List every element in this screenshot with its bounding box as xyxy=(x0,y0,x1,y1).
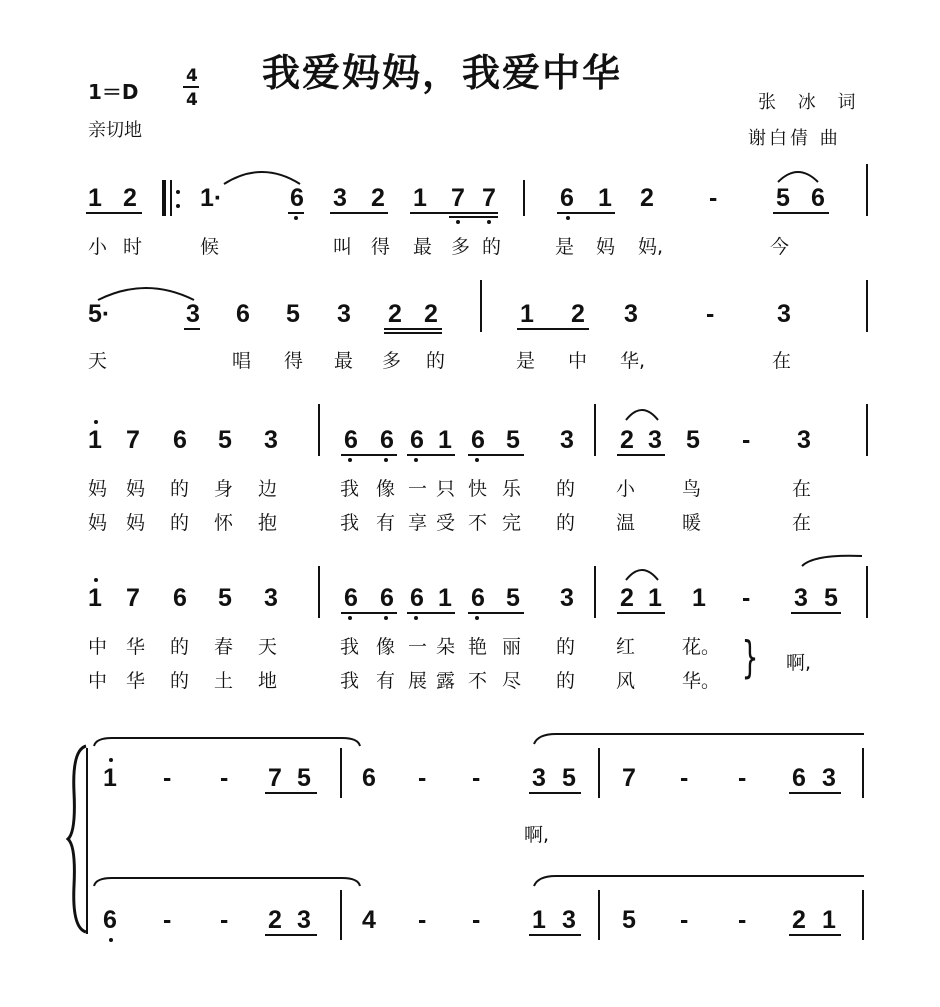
underline xyxy=(529,934,581,936)
lyric: 抱 xyxy=(258,512,278,534)
lyric: 妈 xyxy=(126,478,146,500)
slur xyxy=(800,554,864,568)
dash: - xyxy=(706,300,715,328)
lyric: 得 xyxy=(284,350,304,372)
lyric: 小 xyxy=(616,478,636,500)
lyric: 天 xyxy=(88,350,108,372)
lyric: 的 xyxy=(556,670,576,692)
note: 6 xyxy=(380,584,394,612)
underline xyxy=(517,328,589,330)
note: 6 xyxy=(344,426,358,454)
note: 7 xyxy=(126,426,140,454)
lyric: 风 xyxy=(616,670,636,692)
dash: - xyxy=(163,906,172,934)
note: 1 xyxy=(88,426,102,454)
slur xyxy=(532,874,866,888)
lyric: 花。 xyxy=(682,636,721,658)
lower-octave-dot xyxy=(348,458,352,462)
barline xyxy=(340,890,342,940)
lower-octave-dot xyxy=(487,220,491,224)
dash: - xyxy=(680,764,689,792)
underline xyxy=(410,212,498,214)
note: 5 xyxy=(776,184,790,212)
lyric: 暖 xyxy=(682,512,702,534)
repeat-barline-thin xyxy=(170,180,172,216)
note: 7 xyxy=(268,764,282,792)
barline xyxy=(866,404,868,456)
barline xyxy=(598,748,600,798)
note: 3 xyxy=(186,300,200,328)
dash: - xyxy=(680,906,689,934)
lyric: 多 xyxy=(451,236,471,258)
note: 3 xyxy=(264,426,278,454)
lyric: 乐 xyxy=(502,478,522,500)
underline xyxy=(265,934,317,936)
note: 1 xyxy=(822,906,836,934)
note: 2 xyxy=(571,300,585,328)
lyric: 朵 xyxy=(436,636,456,658)
lyric: 妈 xyxy=(88,478,108,500)
note: 5 xyxy=(622,906,636,934)
barline xyxy=(480,280,482,332)
barline xyxy=(862,748,864,798)
lyric: 怀 xyxy=(214,512,234,534)
barline xyxy=(866,164,868,216)
underline xyxy=(529,792,581,794)
lyric: 我 xyxy=(340,636,360,658)
lyric: 露 xyxy=(436,670,456,692)
repeat-barline-thick xyxy=(162,180,166,216)
note: 3 xyxy=(333,184,347,212)
underline xyxy=(288,212,304,214)
lyric: 的 xyxy=(170,512,190,534)
lyric: 有 xyxy=(376,512,396,534)
barline xyxy=(598,890,600,940)
upper-octave-dot xyxy=(94,578,98,582)
note: 5 xyxy=(297,764,311,792)
song-title: 我爱妈妈，我爱中华 xyxy=(262,51,623,95)
lyric: 的 xyxy=(556,512,576,534)
lyric: 最 xyxy=(413,236,433,258)
lyric: 在 xyxy=(792,478,812,500)
underline xyxy=(341,612,397,614)
note: 2 xyxy=(620,426,634,454)
underline xyxy=(265,792,317,794)
lyric: 我 xyxy=(340,478,360,500)
note: 6 xyxy=(236,300,250,328)
note: 1 xyxy=(648,584,662,612)
note: 6 xyxy=(362,764,376,792)
note: 1 xyxy=(88,584,102,612)
time-signature-top: 4 xyxy=(186,66,198,86)
lower-octave-dot xyxy=(414,616,418,620)
underline xyxy=(468,612,524,614)
composer-credit: 谢白倩 曲 xyxy=(748,128,841,149)
underline xyxy=(407,612,455,614)
slur xyxy=(222,166,302,186)
upper-octave-dot xyxy=(109,758,113,762)
lyric: 红 xyxy=(616,636,636,658)
lyric: 地 xyxy=(258,670,278,692)
lyric: 华。 xyxy=(682,670,721,692)
note: 7 xyxy=(451,184,465,212)
note: 1 xyxy=(438,426,452,454)
barline xyxy=(318,566,320,618)
lower-octave-dot xyxy=(414,458,418,462)
underline xyxy=(330,212,388,214)
barline xyxy=(340,748,342,798)
note: 6 xyxy=(811,184,825,212)
lyric: 在 xyxy=(772,350,792,372)
note: 2 xyxy=(620,584,634,612)
slur xyxy=(624,404,660,422)
lyric: 受 xyxy=(436,512,456,534)
lyric: 的 xyxy=(170,670,190,692)
note: 5 xyxy=(562,764,576,792)
underline xyxy=(617,454,665,456)
lyric: 叫 xyxy=(333,236,353,258)
lyric: 像 xyxy=(376,478,396,500)
note: 1 xyxy=(532,906,546,934)
underline xyxy=(449,216,498,218)
lyric-brace: } xyxy=(741,632,759,683)
time-signature-bottom: 4 xyxy=(186,90,198,110)
note: 1 xyxy=(438,584,452,612)
lyric: 华 xyxy=(126,636,146,658)
note: 3 xyxy=(562,906,576,934)
note: 3 xyxy=(337,300,351,328)
note: 5 xyxy=(286,300,300,328)
barline xyxy=(523,180,525,216)
lyric: 妈, xyxy=(638,236,664,258)
lyric: 完 xyxy=(502,512,522,534)
note: 3 xyxy=(532,764,546,792)
slur xyxy=(776,166,820,184)
lyric: 尽 xyxy=(502,670,522,692)
underline xyxy=(773,212,829,214)
underline xyxy=(789,934,841,936)
note: 3 xyxy=(560,426,574,454)
lyric: 边 xyxy=(258,478,278,500)
dash: - xyxy=(418,764,427,792)
repeat-dot xyxy=(176,190,180,194)
note: 1 xyxy=(692,584,706,612)
note: 3 xyxy=(822,764,836,792)
time-signature-line xyxy=(183,86,199,88)
underline xyxy=(341,454,397,456)
note: 3 xyxy=(777,300,791,328)
lyric: 妈 xyxy=(596,236,616,258)
lyric: 最 xyxy=(334,350,354,372)
lyric: 的 xyxy=(426,350,446,372)
lyric: 只 xyxy=(436,478,456,500)
dash: - xyxy=(738,764,747,792)
dash: - xyxy=(742,584,751,612)
note: 6 xyxy=(560,184,574,212)
slur xyxy=(92,876,362,888)
note: 3 xyxy=(624,300,638,328)
note: 6 xyxy=(290,184,304,212)
lower-octave-dot xyxy=(384,616,388,620)
note: 2 xyxy=(424,300,438,328)
note: 2 xyxy=(371,184,385,212)
note: 2 xyxy=(268,906,282,934)
lyric: 妈 xyxy=(126,512,146,534)
lyric: 中 xyxy=(88,636,108,658)
note: 1 xyxy=(598,184,612,212)
note: 3 xyxy=(297,906,311,934)
exclamation-lyric: 啊, xyxy=(524,824,550,846)
note: 6 xyxy=(173,426,187,454)
slur xyxy=(532,732,866,746)
underline xyxy=(384,328,442,330)
note: 6 xyxy=(410,426,424,454)
slur xyxy=(92,736,362,748)
lyric: 的 xyxy=(170,636,190,658)
lower-octave-dot xyxy=(475,616,479,620)
lyric: 一 xyxy=(408,636,428,658)
note: 2 xyxy=(123,184,137,212)
lower-octave-dot xyxy=(475,458,479,462)
slur xyxy=(96,282,196,302)
lyric: 鸟 xyxy=(682,478,702,500)
note: 5 xyxy=(218,584,232,612)
lyric: 我 xyxy=(340,670,360,692)
lyric: 不 xyxy=(468,670,488,692)
lyric: 身 xyxy=(214,478,234,500)
note: 6 xyxy=(471,584,485,612)
note: 7 xyxy=(482,184,496,212)
dash: - xyxy=(220,906,229,934)
underline xyxy=(557,212,615,214)
lyric: 候 xyxy=(200,236,220,258)
note: 6 xyxy=(410,584,424,612)
barline xyxy=(866,280,868,332)
lower-octave-dot xyxy=(384,458,388,462)
lyric: 妈 xyxy=(88,512,108,534)
key-signature: 1＝D xyxy=(88,80,139,104)
note: 1 xyxy=(413,184,427,212)
lyric: 的 xyxy=(482,236,502,258)
underline xyxy=(468,454,524,456)
lyric: 在 xyxy=(792,512,812,534)
underline xyxy=(791,612,841,614)
note: 3 xyxy=(560,584,574,612)
note: 3 xyxy=(264,584,278,612)
note: 7 xyxy=(126,584,140,612)
lyric: 温 xyxy=(616,512,636,534)
note: 3 xyxy=(648,426,662,454)
note: 1· xyxy=(200,184,223,212)
note: 3 xyxy=(797,426,811,454)
lyric: 不 xyxy=(468,512,488,534)
lower-octave-dot xyxy=(294,216,298,220)
lyric: 一 xyxy=(408,478,428,500)
note: 4 xyxy=(362,906,376,934)
lyric: 的 xyxy=(556,478,576,500)
note: 1 xyxy=(88,184,102,212)
lyric: 多 xyxy=(382,350,402,372)
lyric: 我 xyxy=(340,512,360,534)
note: 5 xyxy=(506,426,520,454)
lyric: 的 xyxy=(170,478,190,500)
dash: - xyxy=(738,906,747,934)
note: 5 xyxy=(218,426,232,454)
lyric: 小 xyxy=(88,236,108,258)
lower-octave-dot xyxy=(566,216,570,220)
lower-octave-dot xyxy=(348,616,352,620)
barline xyxy=(594,404,596,456)
underline xyxy=(617,612,665,614)
underline xyxy=(384,332,442,334)
lyric: 时 xyxy=(123,236,143,258)
barline xyxy=(862,890,864,940)
lyric: 展 xyxy=(408,670,428,692)
lyric: 天 xyxy=(258,636,278,658)
lyric: 华 xyxy=(126,670,146,692)
lyric: 春 xyxy=(214,636,234,658)
lyric: 唱 xyxy=(232,350,252,372)
note: 1 xyxy=(520,300,534,328)
dash: - xyxy=(163,764,172,792)
exclamation-lyric: 啊, xyxy=(786,652,812,674)
note: 7 xyxy=(622,764,636,792)
dash: - xyxy=(709,184,718,212)
lyric: 快 xyxy=(468,478,488,500)
lower-octave-dot xyxy=(109,938,113,942)
lyric: 中 xyxy=(88,670,108,692)
lyric: 是 xyxy=(516,350,536,372)
lower-octave-dot xyxy=(456,220,460,224)
note: 2 xyxy=(640,184,654,212)
lyric: 有 xyxy=(376,670,396,692)
lyric: 华, xyxy=(620,350,646,372)
upper-octave-dot xyxy=(94,420,98,424)
note: 3 xyxy=(794,584,808,612)
note: 5 xyxy=(506,584,520,612)
dash: - xyxy=(220,764,229,792)
note: 6 xyxy=(380,426,394,454)
note: 2 xyxy=(792,906,806,934)
lyric: 像 xyxy=(376,636,396,658)
lyric: 中 xyxy=(568,350,588,372)
note: 1 xyxy=(103,764,117,792)
lyric: 的 xyxy=(556,636,576,658)
barline xyxy=(318,404,320,456)
system-barline xyxy=(86,748,88,934)
lyric: 丽 xyxy=(502,636,522,658)
underline xyxy=(789,792,841,794)
slur xyxy=(624,564,660,582)
note: 5 xyxy=(824,584,838,612)
underline xyxy=(86,212,142,214)
lyric: 艳 xyxy=(468,636,488,658)
dash: - xyxy=(472,764,481,792)
barline xyxy=(594,566,596,618)
note: 6 xyxy=(344,584,358,612)
lyric: 得 xyxy=(371,236,391,258)
note: 6 xyxy=(173,584,187,612)
note: 2 xyxy=(388,300,402,328)
dash: - xyxy=(472,906,481,934)
lyric: 享 xyxy=(408,512,428,534)
lyricist-credit: 张 冰 词 xyxy=(758,92,864,113)
underline xyxy=(184,328,200,330)
note: 5· xyxy=(88,300,111,328)
note: 6 xyxy=(103,906,117,934)
lyric: 是 xyxy=(555,236,575,258)
lyric: 土 xyxy=(214,670,234,692)
note: 5 xyxy=(686,426,700,454)
dash: - xyxy=(742,426,751,454)
tempo-marking: 亲切地 xyxy=(88,120,142,141)
note: 6 xyxy=(471,426,485,454)
note: 6 xyxy=(792,764,806,792)
underline xyxy=(407,454,455,456)
barline xyxy=(866,566,868,618)
lyric: 今 xyxy=(770,236,790,258)
repeat-dot xyxy=(176,204,180,208)
dash: - xyxy=(418,906,427,934)
